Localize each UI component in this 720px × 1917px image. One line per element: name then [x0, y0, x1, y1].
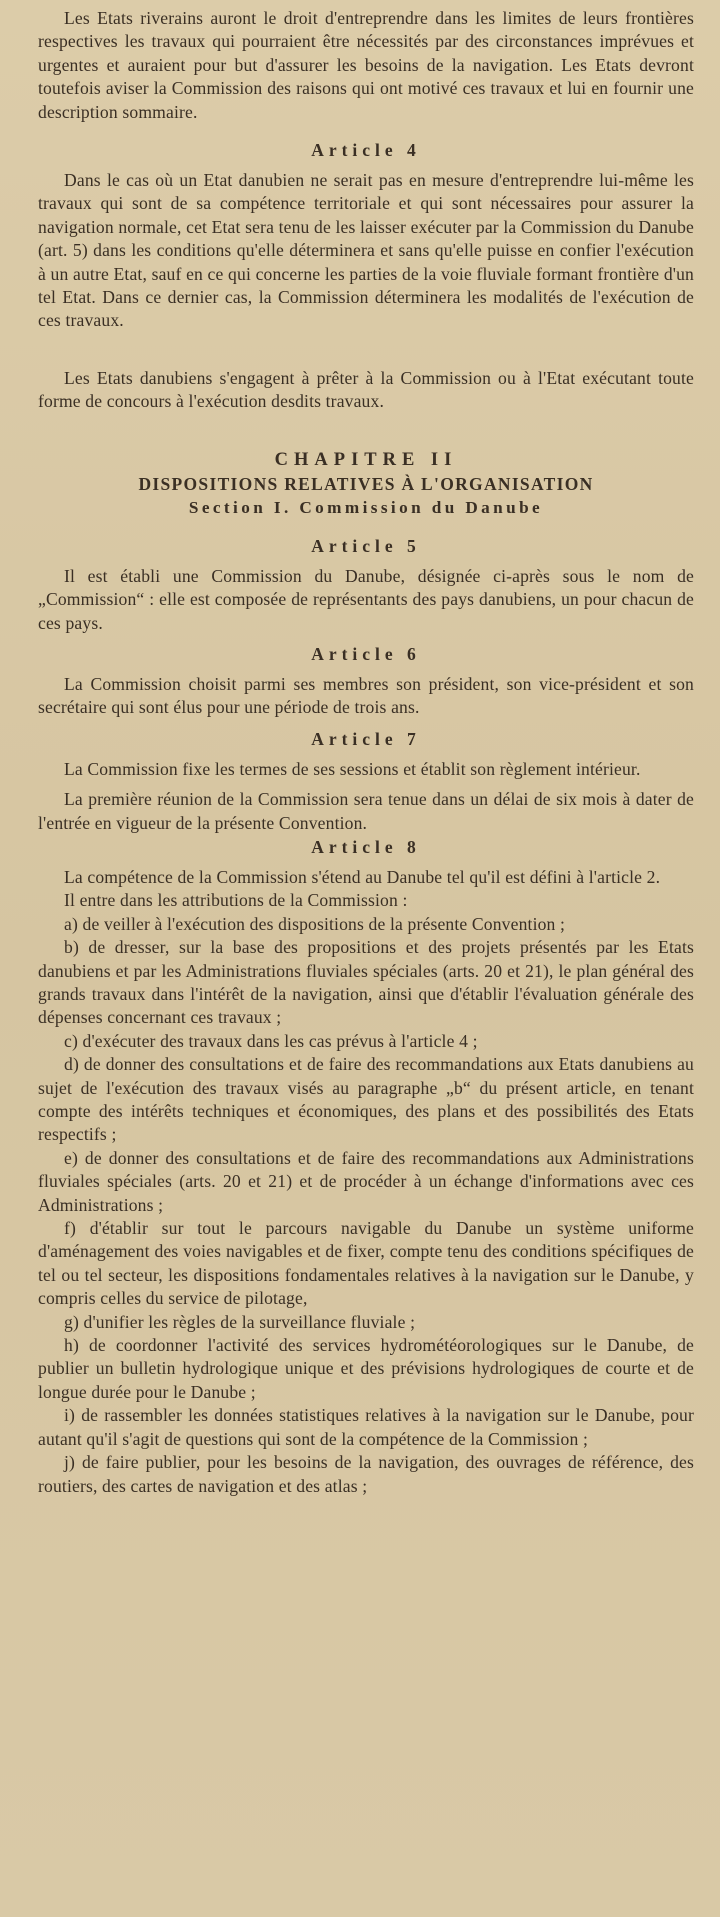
article-4-paragraph-2: Les Etats danubiens s'engagent à prêter à la Commission ou à l'Etat exécutant toute forme de concours à l'exécution desdits travaux.	[38, 367, 694, 412]
article-8-item-e: e) de donner des consultations et de faire des recommandations aux Administrations fluviales spéciales (arts. 20 et 21) et de procéder à un échange d'informations avec ces Administrations ;	[38, 1147, 694, 1215]
article-8-item-c: c) d'exécuter des travaux dans les cas prévus à l'article 4 ;	[64, 1030, 478, 1051]
article-5-paragraph-1: Il est établi une Commission du Danube, désignée ci-après sous le nom de „Commission“ : elle est composée de représentants des pays danubiens, un pour chacun de ces pays.	[38, 565, 694, 633]
article-7-paragraph-1: La Commission fixe les termes de ses sessions et établit son règlement intérieur.	[64, 758, 641, 779]
article-4-heading: Article 4	[311, 140, 421, 161]
article-5-heading: Article 5	[311, 535, 421, 556]
article-8-item-f: f) d'établir sur tout le parcours navigable du Danube un système uniforme d'aménagement des voies navigables et de fixer, compte tenu des conditions spécifiques de tel ou tel secteur, les dispositions fondamentales relatives à la navigation sur le Danube, y compris celles du service de pilotage,	[38, 1218, 694, 1309]
article-8-heading: Article 8	[311, 836, 421, 857]
article-8-item-d: d) de donner des consultations et de faire des recommandations aux Etats danubiens au sujet de l'exécution des travaux visés au paragraphe „b“ du présent article, en tenant compte des intérêts techniques et économiques, des plans et des possibilités des Etats respectifs ;	[38, 1054, 694, 1145]
article-8-item-h: h) de coordonner l'activité des services hydrométéorologiques sur le Danube, de publier un bulletin hydrologique unique et des prévisions hydrologiques de courte et de longue durée pour le Danube ;	[38, 1335, 694, 1402]
article-8-item-j: j) de faire publier, pour les besoins de la navigation, des ouvrages de référence, des routiers, des cartes de navigation et des atlas ;	[38, 1452, 694, 1496]
article-8-paragraph-2: Il entre dans les attributions de la Commission :	[64, 890, 408, 911]
article-8-item-i: i) de rassembler les données statistiques relatives à la navigation sur le Danube, pour autant qu'il s'agit de questions qui sont de la compétence de la Commission ;	[38, 1405, 694, 1449]
article-8-item-b: b) de dresser, sur la base des propositions et des projets présentés par les Etats danubiens et par les Administrations fluviales spéciales (arts. 20 et 21), le plan général des grands travaux dans l'intérêt de la navigation, ainsi que d'établir l'évaluation générale des dépenses concernant ces travaux ;	[38, 937, 694, 1028]
article-6-paragraph-1: La Commission choisit parmi ses membres son président, son vice-président et son secrétaire qui sont élus pour une période de trois ans.	[38, 673, 694, 718]
article-8-paragraph-1: La compétence de la Commission s'étend au Danube tel qu'il est défini à l'article 2.	[64, 866, 661, 887]
article-4-paragraph-1: Dans le cas où un Etat danubien ne serait pas en mesure d'entreprendre lui-même les travaux qui sont de sa compétence territoriale et qui sont nécessaires pour assurer la navigation normale, cet Etat sera tenu de les laisser exécuter par la Commission du Danube (art. 5) dans les conditions qu'elle déterminera et sans qu'elle puisse en confier l'exécution à un autre Etat, sauf en ce qui concerne les parties de la voie fluviale formant frontière d'un tel Etat. Dans ce dernier cas, la Commission déterminera les modalités de l'exécution de ces travaux.	[38, 170, 694, 331]
article-7-paragraph-2: La première réunion de la Commission sera tenue dans un délai de six mois à dater de l'entrée en vigueur de la présente Convention.	[38, 789, 694, 833]
dispositions-heading: DISPOSITIONS RELATIVES À L'ORGANISATION	[138, 473, 594, 494]
article-6-heading: Article 6	[311, 643, 421, 664]
article-8-item-g: g) d'unifier les règles de la surveillance fluviale ;	[64, 1311, 416, 1332]
paragraph-article3-end: Les Etats riverains auront le droit d'entreprendre dans les limites de leurs frontières respectives les travaux qui pourraient être nécessités par des circonstances imprévues et urgentes et auraient pour but d'assurer les besoins de la navigation. Les Etats devront toutefois aviser la Commission des raisons qui ont motivé ces travaux et lui en fournir une description sommaire.	[38, 8, 694, 122]
chapter-heading: CHAPITRE II	[274, 449, 458, 470]
article-7-heading: Article 7	[311, 728, 421, 749]
section-heading: Section I. Commission du Danube	[188, 497, 544, 517]
article-8-item-a: a) de veiller à l'exécution des dispositions de la présente Convention ;	[64, 913, 566, 934]
